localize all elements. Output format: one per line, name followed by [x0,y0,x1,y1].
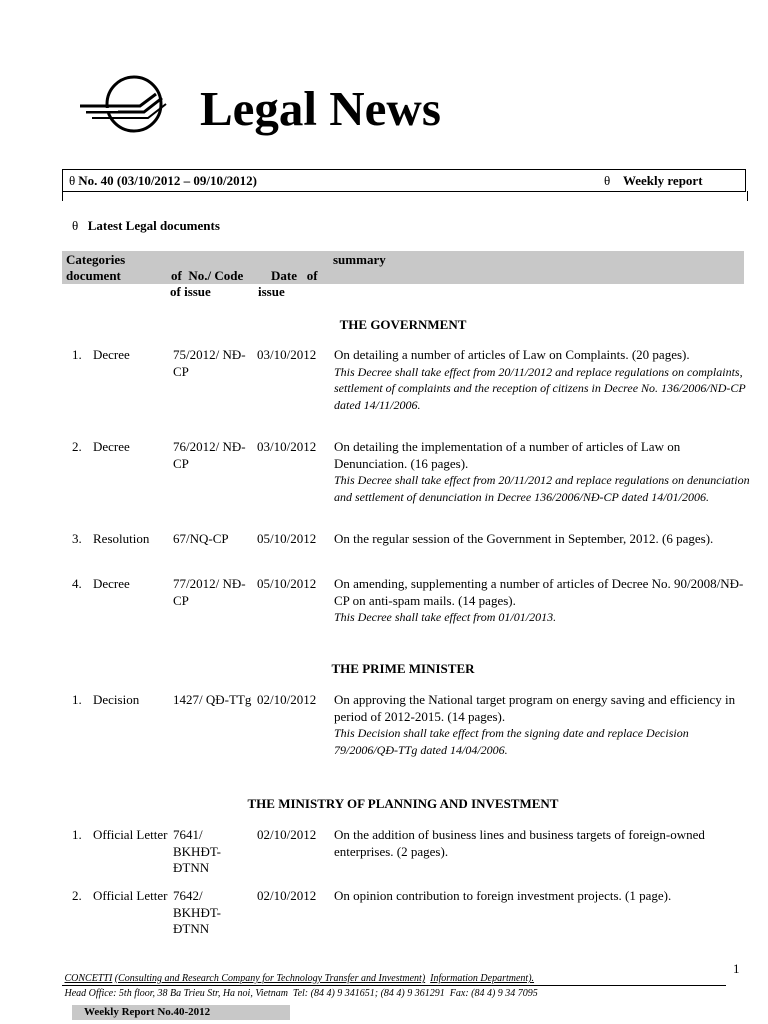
footer-contact: Head Office: 5th floor, 38 Ba Trieu Str, Ha noi, Vietnam Tel: (84 4) 9 341651; (84 4) 9 361291 Fax: (84 4) 9 34 7095 [64,988,538,999]
section-title: THE GOVERNMENT [339,317,467,332]
weekly-report-footer: Weekly Report No.40-2012 [72,1005,290,1020]
section-title: THE MINISTRY OF PLANNING AND INVESTMENT [247,796,559,811]
column-header-summary: summary [333,252,386,267]
weekly-report-label: θ Weekly report [604,173,703,188]
section-title: THE PRIME MINISTER [331,661,475,676]
table-header [62,251,744,299]
footer-divider [62,985,726,986]
issue-number: θ No. 40 (03/10/2012 – 09/10/2012) [69,173,257,188]
section-heading-latest: θ Latest Legal documents [72,218,220,233]
theta-icon: θ [69,173,76,188]
column-header-date: Date of issue [258,268,318,299]
column-header-category: Categories document [66,252,126,283]
theta-icon: θ [604,173,611,188]
issue-bar [62,169,746,192]
theta-icon: θ [72,218,79,233]
column-header-code: of No./ Code of issue [170,268,244,299]
page-title: Legal News [200,81,441,136]
footer-company: CONCETTI (Consulting and Research Company for Technology Transfer and Investment) Information Department). [64,973,535,984]
divider [62,191,748,201]
logo-icon [78,72,174,138]
page-number: 1 [733,961,740,976]
